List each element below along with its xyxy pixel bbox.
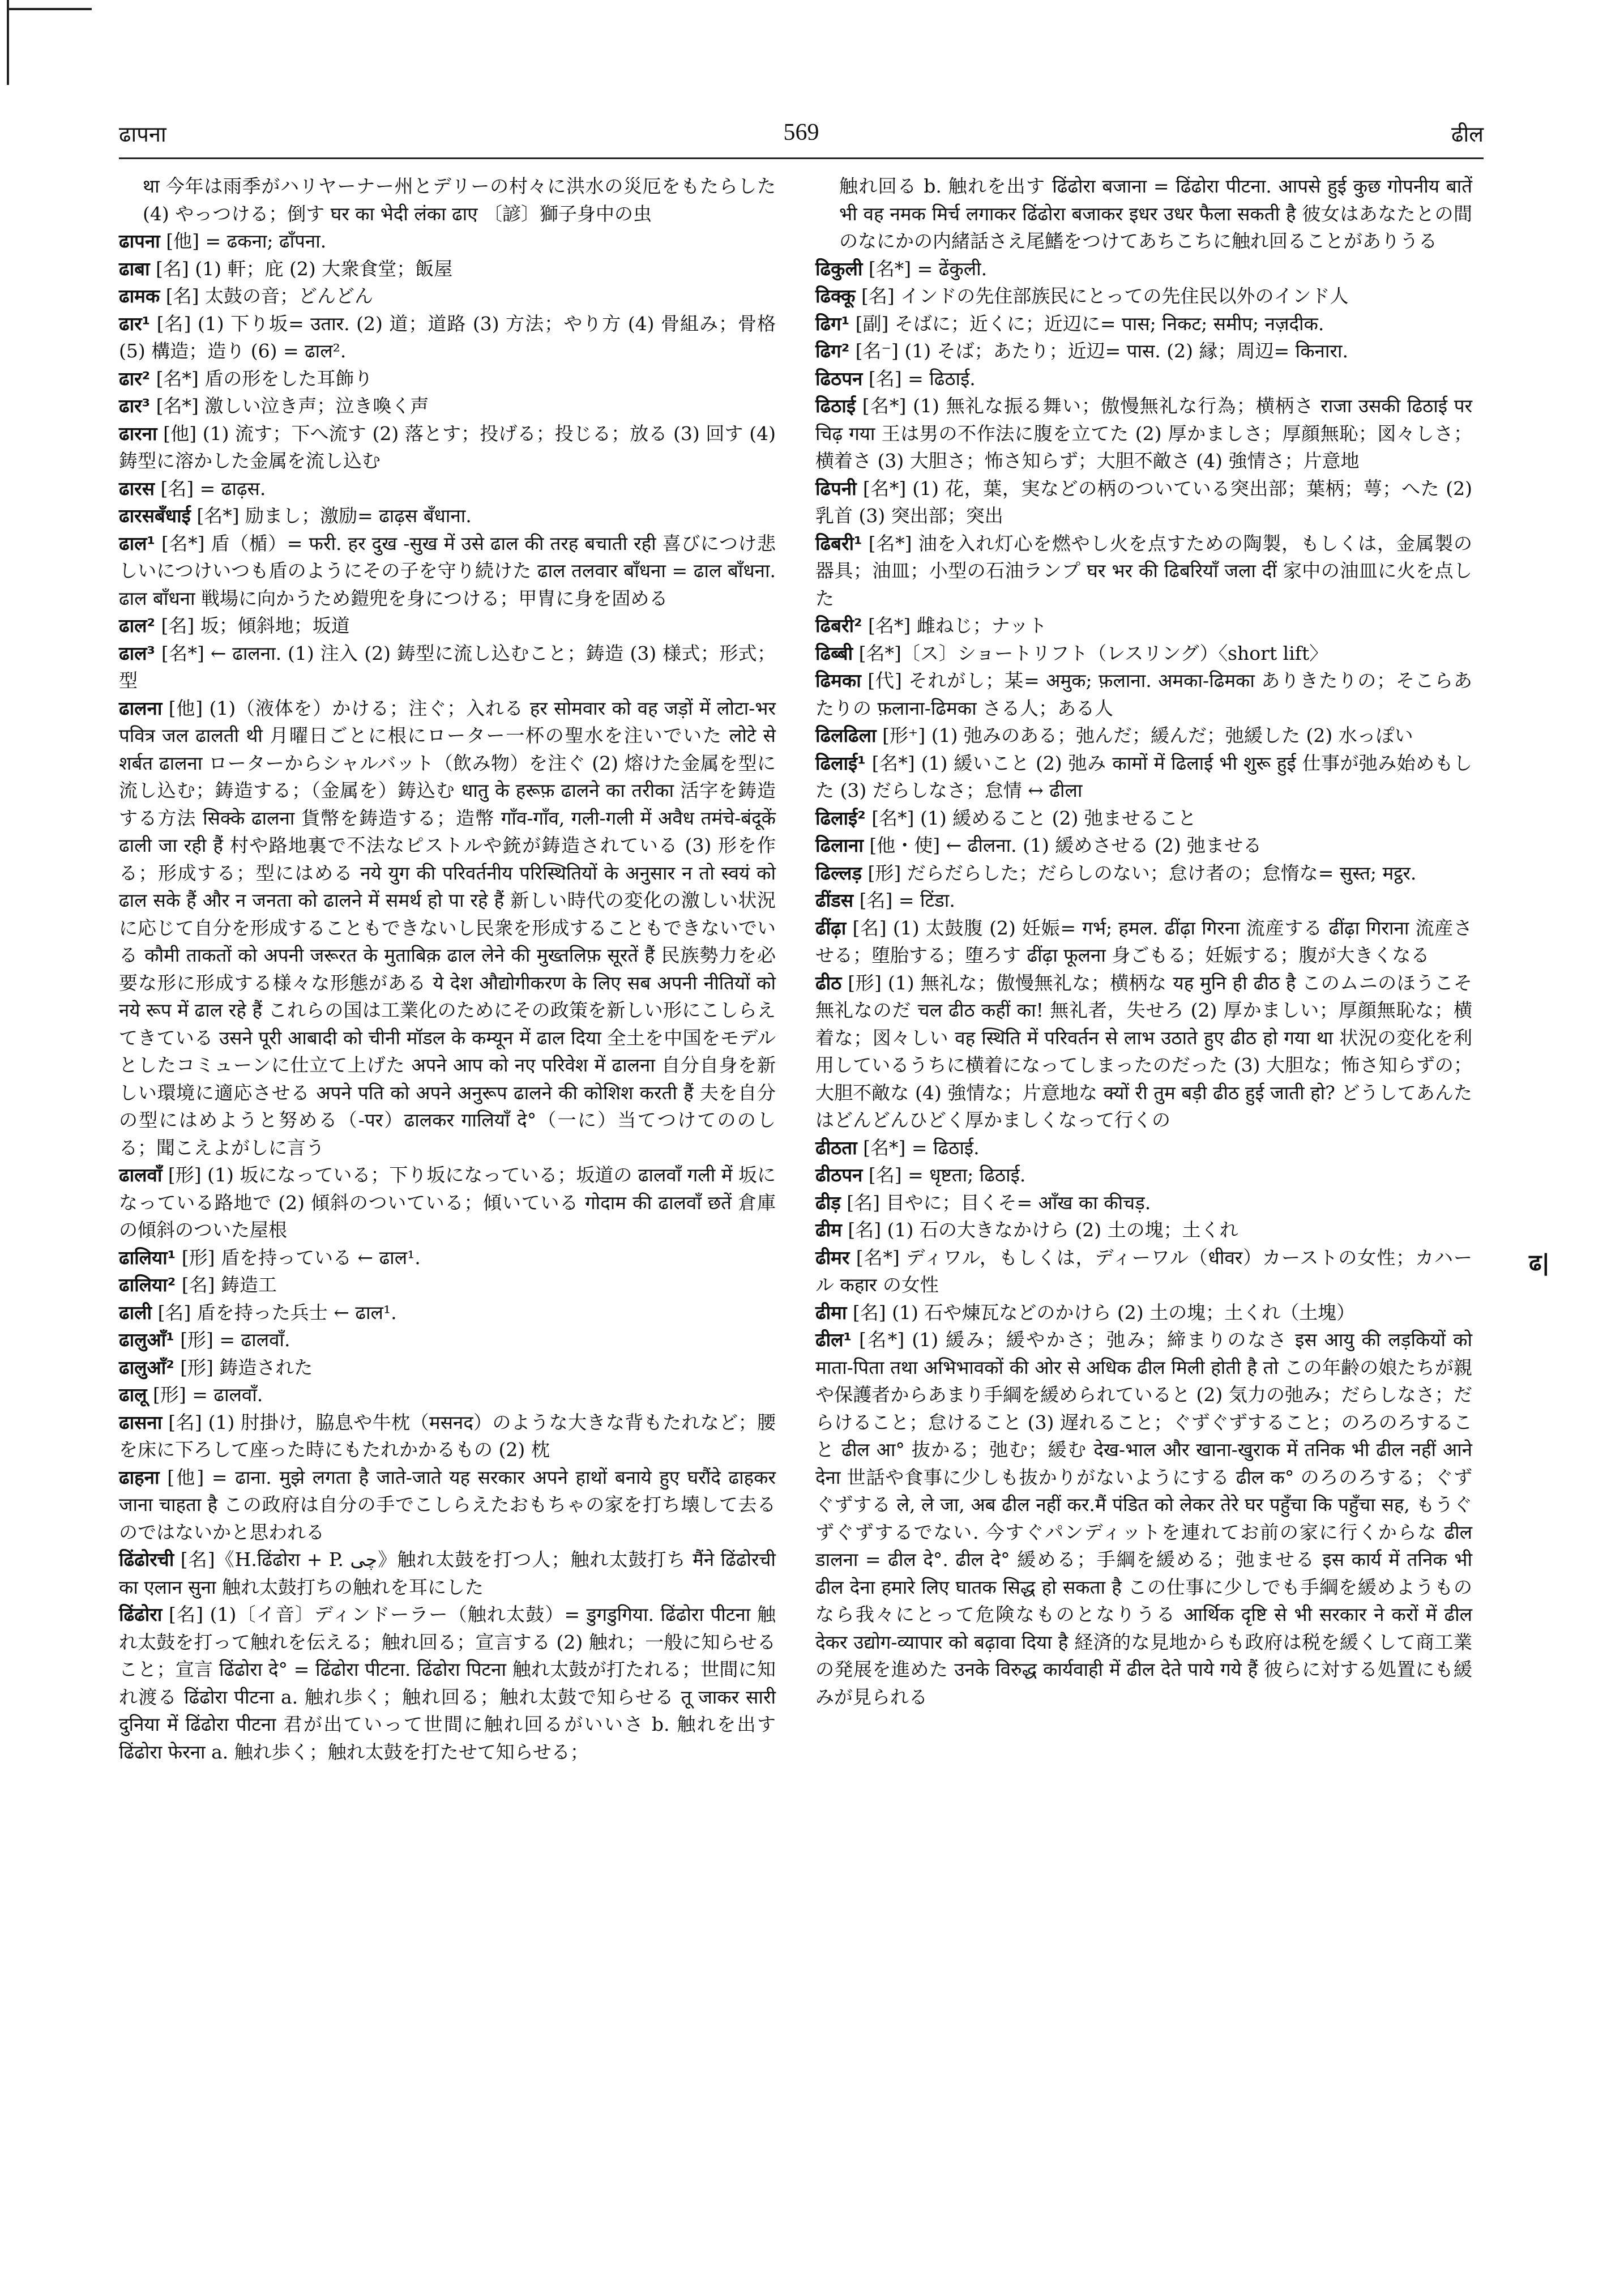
dictionary-entry — [119, 1381, 776, 1409]
entry-headword: ढापना — [119, 230, 160, 252]
entry-definition: [名] = टिंडा. — [859, 889, 955, 911]
entry-headword: ढिबरी¹ — [815, 532, 862, 554]
entry-headword: ढीमा — [815, 1301, 847, 1324]
entry-definition: [名] 鋳造工 — [181, 1274, 277, 1296]
dictionary-entry — [815, 283, 1472, 310]
entry-definition: [形] だらだらした；だらしのない；怠け者の；怠惰な= सुस्त; मट्ठर. — [867, 861, 1417, 884]
entry-headword: ढिपनी — [815, 477, 857, 500]
entry-headword: ढिंढोरा — [119, 1603, 163, 1625]
dictionary-entry — [815, 475, 1472, 530]
entry-headword: ढिठाई — [815, 395, 856, 417]
entry-definition: [名] (1) 下り坂= उतार. (2) 道；道路 (3) 方法；やり方 (4) 骨組み；骨格 (5) 構造；造り (6) = ढाल². — [119, 312, 776, 362]
dictionary-entry — [815, 310, 1472, 338]
dictionary-entry — [815, 970, 1472, 1134]
entry-definition: [名*] 励まし；激励= ढाढ़स बँधाना. — [196, 505, 472, 527]
entry-headword: ढीठपन — [815, 1164, 863, 1186]
entry-definition: [形] = ढालवाँ. — [180, 1329, 290, 1351]
page-header — [119, 113, 1484, 153]
entry-headword: ढार² — [119, 367, 151, 390]
dictionary-entry — [119, 392, 776, 420]
entry-definition: [他・使] ← ढीलना. (1) 緩めさせる (2) 弛ませる — [869, 834, 1262, 856]
entry-definition: [名*] (1) 無礼な振る舞い；傲慢無礼な行為；横柄さ राजा उसकी ढिठाई पर चिढ़ गया 王は男の不作法に腹を立てた (2) 厚かましさ；厚顔無恥；図々しさ；横着さ (3) 大胆さ；怖さ知らず；大胆不敵さ (4) 強情さ；片意地 — [815, 395, 1472, 472]
entry-headword: ढीमर — [815, 1246, 850, 1269]
entry-definition: [名] (1)〔イ音〕ディンドーラー（触れ太鼓）= डुगडुगिया. ढिंढोरा पीटना 触れ太鼓を打って触れを伝える；触れ回る；宣言する (2) 触れ；一般に知らせること；宣言 ढिंढोरा दे° = ढिंढोरा पीटना. ढिंढोरा पिटना 触れ太鼓が打たれる；世間に知れ渡る ढिंढोरा पीटना a. 触れ歩く；触れ回る；触れ太鼓で知らせる तू जाकर सारी दुनिया में ढिंढोरा पीटना 君が出ていって世間に触れ回るがいいさ b. 触れを出す ढिंढोरा फेरना a. 触れ歩く；触れ太鼓を打たせて知らせる； — [119, 1603, 776, 1763]
entry-headword: ढीठता — [815, 1136, 857, 1159]
entry-headword: ढालना — [119, 697, 163, 719]
dictionary-entry — [815, 338, 1472, 365]
left-column — [119, 173, 776, 1766]
entry-definition: [形] 盾を持っている ← ढाल¹. — [181, 1246, 421, 1269]
entry-headword: ढीठ — [815, 971, 842, 994]
dictionary-entry — [815, 750, 1472, 805]
entry-headword: ढालिया² — [119, 1274, 176, 1296]
dictionary-entry — [815, 915, 1472, 970]
entry-headword: ढारस — [119, 477, 155, 500]
entry-definition: [名*] 激しい泣き声；泣き喚く声 — [156, 395, 429, 417]
entry-definition: था 今年は雨季がハリヤーナー州とデリーの村々に洪水の災厄をもたらした (4) やっつける；倒す घर का भेदी लंका ढाए 〔諺〕獅子身中の虫 — [143, 175, 776, 225]
left-guide-word: ढापना — [119, 122, 166, 147]
entry-headword: ढाल² — [119, 614, 155, 637]
entry-headword: ढार³ — [119, 395, 151, 417]
entry-headword: ढिल्लड़ — [815, 861, 862, 884]
dictionary-entry — [815, 1189, 1472, 1217]
dictionary-entry — [815, 860, 1472, 887]
entry-headword: ढिंढोरची — [119, 1548, 174, 1570]
entry-definition: [他] = ढकना; ढाँपना. — [166, 230, 327, 252]
entry-headword: ढारसबँधाई — [119, 505, 191, 527]
dictionary-entry — [815, 173, 1472, 255]
dictionary-entry — [815, 392, 1472, 475]
entry-definition: [名*] 盾（楯）= फरी. हर दुख -सुख में उसे ढाल की तरह बचाती रही 喜びにつけ悲しいにつけいつも盾のようにその子を守り続けた ढाल तलवार बाँधना = ढाल बाँधना. ढाल बाँधना 戦場に向かうため鎧兜を身につける；甲冑に身を固める — [119, 532, 776, 609]
crop-mark-vertical — [7, 0, 9, 85]
dictionary-entry — [119, 365, 776, 393]
entry-definition: [名] (1) 太鼓腹 (2) 妊娠= गर्भ; हमल. ढींढ़ा गिरना 流産する ढींढ़ा गिराना 流産させる；堕胎する；堕ろす ढींढ़ा फूलना 身ごもる；妊娠する；腹が大きくなる — [815, 916, 1472, 966]
entry-headword: ढींडस — [815, 889, 854, 911]
dictionary-entry — [119, 640, 776, 695]
dictionary-entry — [815, 1326, 1472, 1711]
dictionary-entry — [119, 1162, 776, 1244]
entry-definition: [名] 盾を持った兵士 ← ढाल¹. — [157, 1301, 397, 1324]
entry-definition: [形] = ढालवाँ. — [153, 1384, 263, 1406]
entry-definition: [名*] (1) 緩み；緩やかさ；弛み；締まりのなさ इस आयु की लड़कियों को माता-पिता तथा अभिभावकों की ओर से अधिक ढील मिली होती है तो この年齢の娘たちが親や保護者からあまり手綱を緩められていると (2) 気力の弛み；だらしなさ；だらけること；怠けること (3) 遅れること；ぐずぐずすること；のろのろすること ढील आ° 抜かる；弛む；緩む देख-भाल और खाना-खुराक में तनिक भी ढील नहीं आने देना 世話や食事に少しも抜かりがないようにする ढील क° のろのろする；ぐずぐずする ले, ले जा, अब ढील नहीं कर.मैं पंडित को लेकर तेरे घर पहुँचा कि पहुँचा सह, もうぐずぐずするでない. 今すぐパンディットを連れてお前の家に行くからな ढील डालना = ढील दे°. ढील दे° 緩める；手綱を緩める；弛ませる इस कार्य में तनिक भी ढील देना हमारे लिए घातक सिद्ध हो सकता है この仕事に少しでも手綱を緩めようものなら我々にとって危険なものとなりうる आर्थिक दृष्टि से भी सरकार ने करों में ढील देकर उद्योग-व्यापार को बढ़ावा दिया है 経済的な見地からも政府は税を緩くして商工業の発展を進めた उनके विरुद्ध कार्यवाही में ढील देते पाये गये हैं 彼らに対する処置にも緩みが見られる — [815, 1329, 1472, 1708]
entry-headword: ढिक्कू — [815, 285, 856, 307]
dictionary-entry — [119, 310, 776, 365]
entry-definition: 触れ回る b. 触れを出す ढिंढोरा बजाना = ढिंढोरा पीटना. आपसे हुई कुछ गोपनीय बातें भी वह नमक मिर्च लगाकर ढिंढोरा बजाकर इधर उधर फैला सकती है 彼女はあなたとの間のなにかの内緒話さえ尾鰭をつけてあちこちに触れ回ることがありうる — [839, 175, 1472, 252]
dictionary-entry — [119, 695, 776, 1162]
dictionary-entry — [815, 667, 1472, 722]
entry-definition: [名] = ढाढ़स. — [160, 477, 266, 500]
entry-headword: ढिग¹ — [815, 312, 850, 335]
right-guide-word: ढील — [1451, 122, 1484, 147]
entry-headword: ढिठपन — [815, 367, 863, 390]
entry-definition: [形⁺] (1) 弛みのある；弛んだ；緩んだ；弛緩した (2) 水っぽい — [882, 724, 1413, 746]
entry-headword: ढींढ़ा — [815, 916, 847, 939]
entry-definition: [副] そばに；近くに；近辺に= पास; निकट; समीप; नज़दीक. — [855, 312, 1324, 335]
entry-headword: ढारना — [119, 422, 157, 445]
entry-headword: ढालू — [119, 1384, 147, 1406]
entry-headword: ढिकुली — [815, 257, 863, 280]
dictionary-entry — [119, 173, 776, 228]
dictionary-entry — [119, 1601, 776, 1766]
entry-headword: ढाबा — [119, 257, 150, 280]
entry-definition: [名*]〔ス〕ショートリフト（レスリング）〈short lift〉 — [858, 642, 1328, 664]
entry-headword: ढाल³ — [119, 642, 155, 664]
dictionary-entry — [815, 805, 1472, 833]
entry-headword: ढालवाँ — [119, 1164, 163, 1186]
dictionary-entry — [815, 530, 1472, 613]
dictionary-entry — [119, 228, 776, 255]
entry-definition: [名*] 盾の形をした耳飾り — [156, 367, 373, 390]
dictionary-entry — [119, 1271, 776, 1299]
entry-headword: ढिबरी² — [815, 614, 862, 637]
entry-headword: ढिमका — [815, 669, 861, 692]
entry-definition: [名] インドの先住部族民にとっての先住民以外のインド人 — [861, 285, 1349, 307]
entry-definition: [名]《H.ढिंढोरा + P. چی》触れ太鼓を打つ人；触れ太鼓打ち मैंने ढिंढोरची का एलान सुना 触れ太鼓打ちの触れを耳にした — [119, 1548, 776, 1598]
entry-definition: [名] 太鼓の音；どんどん — [165, 285, 373, 307]
entry-definition: [名] (1) 石や煉瓦などのかけら (2) 土の塊；土くれ（土塊） — [852, 1301, 1356, 1324]
entry-headword: ढिलढिला — [815, 724, 877, 746]
header-rule — [119, 157, 1484, 159]
entry-headword: ढील¹ — [815, 1329, 852, 1351]
entry-definition: [名] = ढिठाई. — [868, 367, 976, 390]
entry-headword: ढाली — [119, 1301, 152, 1324]
dictionary-entry — [815, 640, 1472, 668]
entry-headword: ढामक — [119, 285, 160, 307]
entry-definition: [名*] (1) 緩いこと (2) 弛み कामों में ढिलाई भी शुरू हुई 仕事が弛み始めもした (3) だらしなさ；怠情 ↔ ढीला — [815, 752, 1472, 801]
entry-definition: [名*] = ढेंकुली. — [868, 257, 988, 280]
entry-definition: [名] 目やに；目くそ= आँख का कीचड़. — [847, 1191, 1151, 1214]
dictionary-entry — [119, 1546, 776, 1601]
entry-headword: ढिलाई² — [815, 806, 866, 829]
entry-definition: [形] (1) 無礼な；傲慢無礼な；横柄な यह मुनि ही ढीठ है このムニのほうこそ無礼なのだ चल ढीठ कहीं का! 無礼者，失せろ (2) 厚かましい；厚顔無恥な；横着な；図々しい वह स्थिति में परिवर्तन से लाभ उठाते हुए ढीठ हो गया था 状況の変化を利用しているうちに横着になってしまったのだった (3) 大胆な；怖さ知らずの；大胆不敵な (4) 強情な；片意地な क्यों री तुम बड़ी ढीठ हुई जाती हो? どうしてあんたはどんどんひどく厚かましくなって行くの — [815, 971, 1472, 1131]
entry-headword: ढार¹ — [119, 312, 151, 335]
entry-definition: [名*] 雌ねじ；ナット — [867, 614, 1048, 637]
entry-headword: ढीम — [815, 1219, 842, 1241]
dictionary-entry — [119, 1244, 776, 1272]
entry-headword: ढाहना — [119, 1466, 160, 1488]
dictionary-entry — [119, 1464, 776, 1547]
entry-headword: ढीड़ — [815, 1191, 841, 1214]
entry-definition: [他] = ढाना. मुझे लगता है जाते-जाते यह सरकार अपने हाथों बनाये हुए घरौंदे ढाहकर जाना चाहता है この政府は自分の手でこしらえたおもちゃの家を打ち壊して去るのではないかと思われる — [119, 1466, 776, 1543]
entry-definition: [他] (1) 流す；下へ流す (2) 落とす；投げる；投じる；放る (3) 回す (4) 鋳型に溶かした金属を流し込む — [119, 422, 776, 472]
page-number: 569 — [783, 119, 819, 146]
dictionary-entry — [815, 1134, 1472, 1162]
entry-definition: [名*] ディワル，もしくは，ディーワル（धीवर）カーストの女性；カハール कहार の女性 — [815, 1246, 1472, 1296]
entry-definition: [名*] ← ढालना. (1) 注入 (2) 鋳型に流し込むこと；鋳造 (3) 様式；形式；型 — [119, 642, 776, 692]
entry-definition: [名⁻] (1) そば；あたり；近辺= पास. (2) 縁；周辺= किनारा. — [855, 340, 1348, 362]
entry-headword: ढालिया¹ — [119, 1246, 176, 1269]
dictionary-entry — [815, 887, 1472, 915]
dictionary-entry — [815, 1162, 1472, 1189]
entry-definition: [名*] (1) 花，葉，実などの柄のついている突出部；葉柄；萼；へた (2) 乳首 (3) 突出部；突出 — [815, 477, 1472, 527]
entry-headword: ढिलाना — [815, 834, 864, 856]
thumb-index-tab: ढ| — [1529, 1250, 1550, 1276]
dictionary-entry — [119, 283, 776, 310]
entry-definition: [名] = धृष्टता; ढिठाई. — [868, 1164, 1026, 1186]
dictionary-entry — [119, 420, 776, 475]
dictionary-entry — [119, 255, 776, 283]
entry-definition: [他] (1)（液体を）かける；注ぐ；入れる हर सोमवार को वह जड़ों में लोटा-भर पवित्र जल ढालती थी 月曜日ごとに根にローター一杯の聖水を注いでいた लोटे से शर्बत ढालना ローターからシャルバット（飲み物）を注ぐ (2) 熔けた金属を型に流し込む；鋳造する；（金属を）鋳込む धातु के हरूफ़ ढालने का तरीका 活字を鋳造する方法 सिक्के ढालना 貨幣を鋳造する；造幣 गाँव-गाँव, गली-गली में अवैध तमंचे-बंदूकें ढाली जा रही हैं 村や路地裏で不法なピストルや銃が鋳造されている (3) 形を作る；形成する；型にはめる नये युग की परिवर्तनीय परिस्थितियों के अनुसार न तो स्वयं को ढाल सके हैं और न जनता को ढालने में समर्थ हो पा रहे हैं 新しい時代の変化の激しい状況に応じて自分を形成することもできないし民衆を形成することもできないでいる कौमी ताकतों को अपनी जरूरत के मुताबिक़ ढाल लेने की मुख्तलिफ़ सूरतें हैं 民族勢力を必要な形に形成する様々な形態がある ये देश औद्योगीकरण के लिए सब अपनी नीतियों को नये रूप में ढाल रहे हैं これらの国は工業化のためにその政策を新しい形にこしらえてきている उसने पूरी आबादी को चीनी मॉडल के कम्यून में ढाल दिया 全土を中国をモデルとしたコミューンに仕立て上げた अपने आप को नए परिवेश में ढालना 自分自身を新しい環境に適応させる अपने पति को अपने अनुरूप ढालने की कोशिश करती हैं 夫を自分の型にはめようと努める（-पर）ढालकर गालियाँ दे°（一に）当てつけてののしる；聞こえよがしに言う — [119, 697, 776, 1159]
crop-mark-horizontal — [7, 8, 92, 10]
entry-headword: ढालुआँ¹ — [119, 1329, 174, 1351]
dictionary-entry — [815, 612, 1472, 640]
entry-definition: [名] 坂；傾斜地；坂道 — [161, 614, 350, 637]
dictionary-entry — [119, 1326, 776, 1354]
entry-definition: [名] (1) 軒；庇 (2) 大衆食堂；飯屋 — [156, 257, 453, 280]
entry-definition: [代] それがし；某= अमुक; फ़लाना. अमका-ढिमका ありきたりの；そこらあたりの फ़लाना-ढिमका さる人；ある人 — [815, 669, 1472, 719]
right-column — [815, 173, 1472, 1711]
entry-definition: [名*] = ढिठाई. — [863, 1136, 980, 1159]
entry-headword: ढासना — [119, 1411, 163, 1433]
dictionary-entry — [815, 1217, 1472, 1244]
dictionary-entry — [815, 365, 1472, 393]
entry-headword: ढिब्बी — [815, 642, 853, 664]
dictionary-entry — [119, 502, 776, 530]
dictionary-entry — [119, 1299, 776, 1327]
dictionary-entry — [815, 1299, 1472, 1327]
entry-headword: ढिलाई¹ — [815, 752, 866, 774]
dictionary-entry — [815, 255, 1472, 283]
dictionary-entry — [815, 722, 1472, 750]
entry-headword: ढाल¹ — [119, 532, 155, 554]
dictionary-entry — [119, 1354, 776, 1382]
entry-definition: [名*] (1) 緩めること (2) 弛ませること — [871, 806, 1196, 829]
entry-headword: ढालुआँ² — [119, 1356, 174, 1378]
dictionary-entry — [815, 1244, 1472, 1299]
entry-definition: [形] 鋳造された — [180, 1356, 313, 1378]
entry-definition: [形] (1) 坂になっている；下り坂になっている；坂道の ढालवाँ गली में 坂になっている路地で (2) 傾斜のついている；傾いている गोदाम की ढालवाँ छतें 倉庫の傾斜のついた屋根 — [119, 1164, 776, 1241]
entry-definition: [名] (1) 石の大きなかけら (2) 土の塊；土くれ — [848, 1219, 1238, 1241]
entry-definition: [名] (1) 肘掛け，脇息や牛枕（मसनद）のような大きな背もたれなど；腰を床に下ろして座った時にもたれかかるもの (2) 枕 — [119, 1411, 776, 1461]
dictionary-entry — [815, 832, 1472, 860]
dictionary-entry — [119, 475, 776, 503]
dictionary-entry — [119, 1409, 776, 1464]
dictionary-entry — [119, 530, 776, 613]
entry-headword: ढिग² — [815, 340, 850, 362]
entry-definition: [名*] 油を入れ灯心を燃やし火を点すための陶製，もしくは，金属製の器具；油皿；小型の石油ランプ घर भर की ढिबरियाँ जला दीं 家中の油皿に火を点した — [815, 532, 1472, 609]
dictionary-entry — [119, 612, 776, 640]
